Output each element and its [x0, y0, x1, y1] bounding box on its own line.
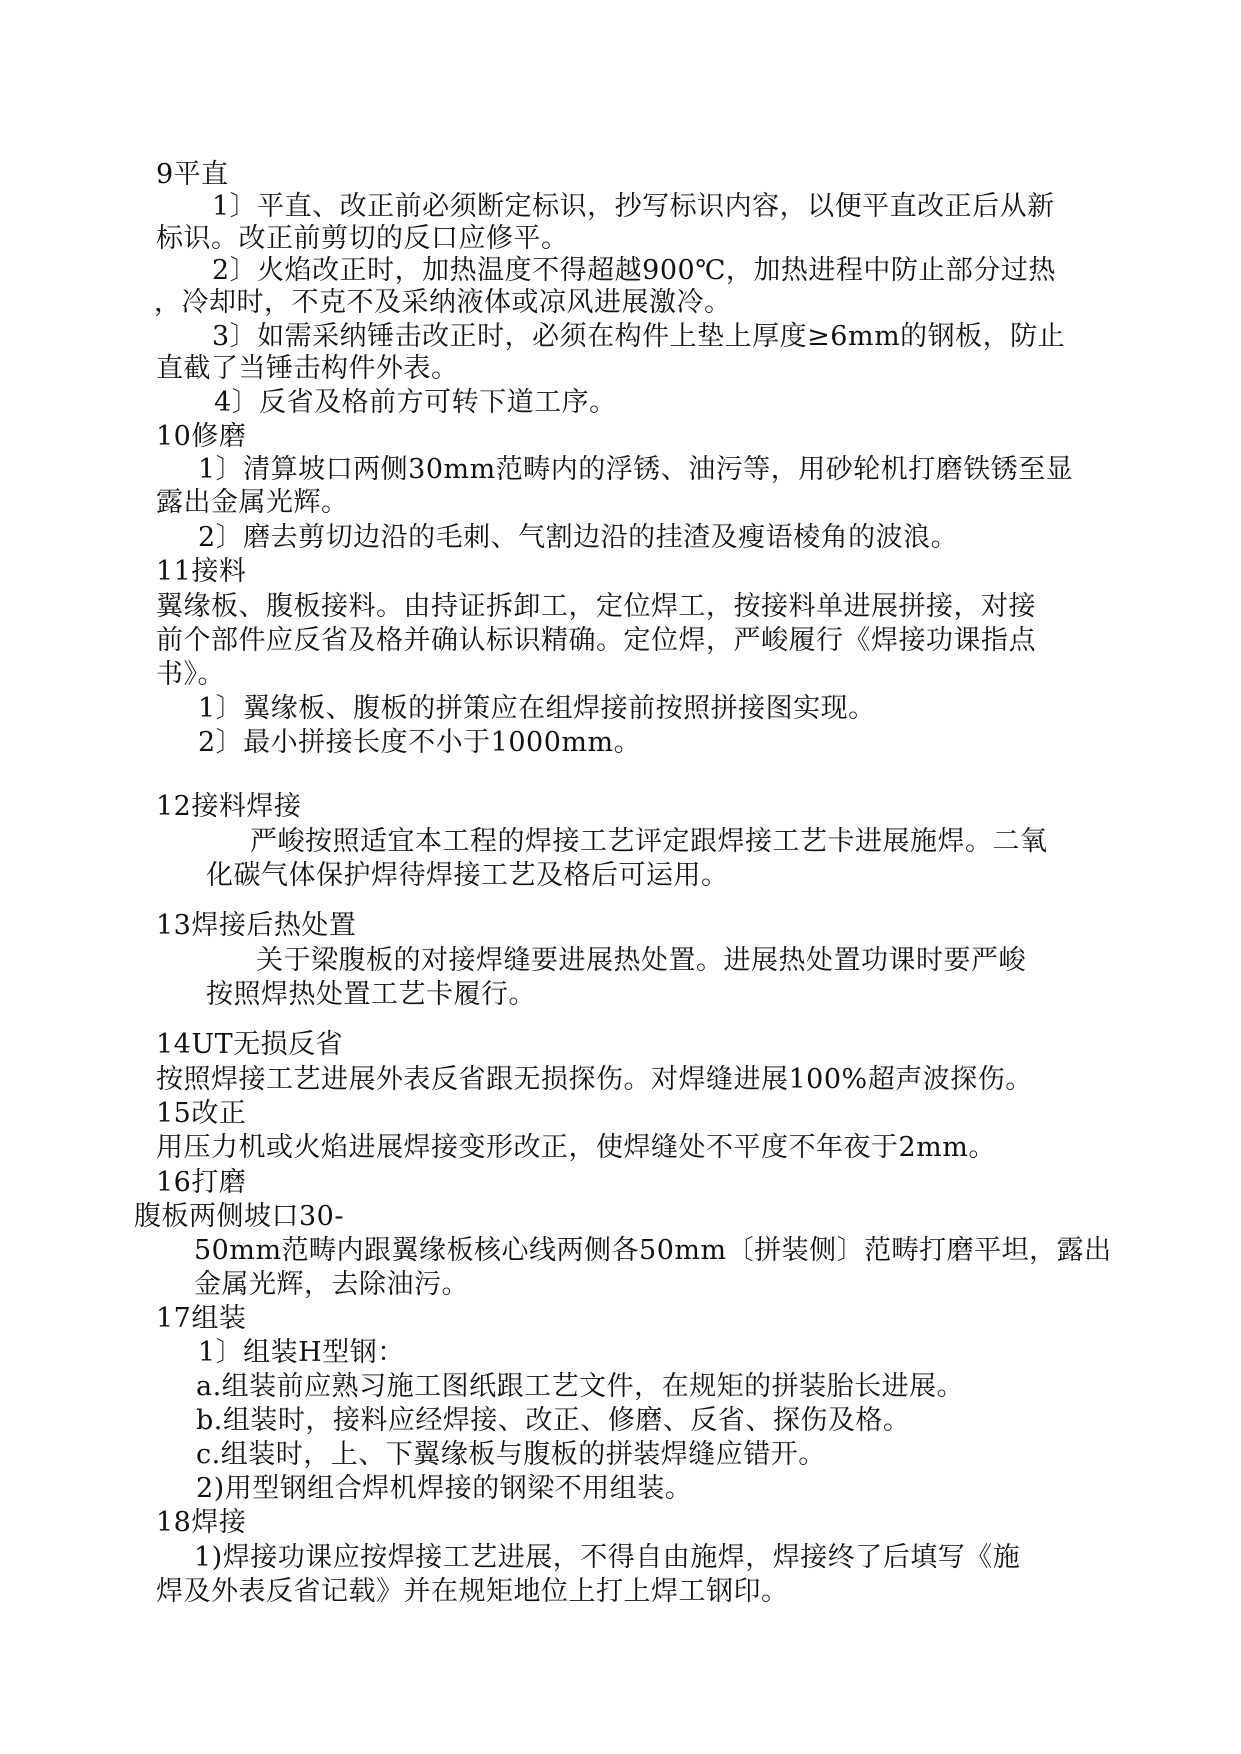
heading-15: 15改正 — [156, 1098, 247, 1129]
text-line: 按照焊接工艺进展外表反省跟无损探伤。对焊缝进展100%超声波探伤。 — [156, 1064, 1033, 1095]
text-line: c.组装时，上、下翼缘板与腹板的拼装焊缝应错开。 — [196, 1439, 826, 1470]
heading-10: 10修磨 — [156, 421, 247, 452]
text-line: 腹板两侧坡口30- — [134, 1201, 344, 1232]
text-line: 严峻按照适宜本工程的焊接工艺评定跟焊接工艺卡进展施焊。二氧 — [250, 826, 1048, 857]
text-line: 2)用型钢组合焊机焊接的钢梁不用组装。 — [196, 1473, 693, 1504]
text-line: 露出金属光辉。 — [156, 487, 349, 518]
text-line: 化碳气体保护焊待焊接工艺及格后可运用。 — [206, 860, 729, 891]
text-line: 书》。 — [156, 659, 225, 690]
text-line: 关于梁腹板的对接焊缝要进展热处置。进展热处置功课时要严峻 — [256, 945, 1026, 976]
heading-13: 13焊接后热处置 — [156, 910, 357, 941]
text-line: 焊及外表反省记载》并在规矩地位上打上焊工钢印。 — [156, 1576, 789, 1607]
text-line: 1〕翼缘板、腹板的拼策应在组焊接前按照拼接图实现。 — [198, 693, 876, 724]
text-line: 1〕清算坡口两侧30mm范畴内的浮锈、油污等，用砂轮机打磨铁锈至显 — [198, 454, 1074, 485]
text-line: a.组装前应熟习施工图纸跟工艺文件，在规矩的拼装胎长进展。 — [196, 1371, 965, 1402]
text-line: 2〕磨去剪切边沿的毛刺、气割边沿的挂渣及瘦语棱角的波浪。 — [198, 522, 959, 553]
text-line: 翼缘板、腹板接料。由持证拆卸工，定位焊工，按接料单进展拼接，对接 — [156, 591, 1036, 622]
heading-18: 18焊接 — [156, 1507, 247, 1538]
heading-16: 16打磨 — [156, 1167, 247, 1198]
text-line: 1)焊接功课应按焊接工艺进展，不得自由施焊，焊接终了后填写《施 — [194, 1542, 1021, 1573]
text-line: 2〕火焰改正时，加热温度不得超越900℃，加热进程中防止部分过热 — [212, 255, 1056, 286]
text-line: 直截了当锤击构件外表。 — [156, 353, 459, 384]
text-line: 4〕反省及格前方可转下道工序。 — [214, 387, 617, 418]
heading-12: 12接料焊接 — [156, 791, 302, 822]
text-line: 按照焊热处置工艺卡履行。 — [206, 979, 536, 1010]
heading-17: 17组装 — [156, 1303, 247, 1334]
text-line: ，冷却时，不克不及采纳液体或凉风进展激冷。 — [154, 287, 732, 318]
text-line: 1〕组装H型钢： — [198, 1337, 405, 1368]
text-line: 2〕最小拼接长度不小于1000mm。 — [198, 727, 642, 758]
text-line: 3〕如需采纳锤击改正时，必须在构件上垫上厚度≥6mm的钢板，防止 — [212, 321, 1066, 352]
text-line: 用压力机或火焰进展焊接变形改正，使焊缝处不平度不年夜于2mm。 — [156, 1132, 996, 1163]
text-line: 50mm范畴内跟翼缘板核心线两侧各50mm〔拼装侧〕范畴打磨平坦，露出 — [194, 1235, 1112, 1266]
heading-14: 14UT无损反省 — [156, 1029, 344, 1060]
heading-9: 9平直 — [156, 159, 229, 190]
heading-11: 11接料 — [156, 556, 247, 587]
text-line: 标识。改正前剪切的反口应修平。 — [156, 223, 569, 254]
text-line: 前个部件应反省及格并确认标识精确。定位焊，严峻履行《焊接功课指点 — [156, 625, 1036, 656]
text-line: b.组装时，接料应经焊接、改正、修磨、反省、探伤及格。 — [196, 1405, 911, 1436]
text-line: 1〕平直、改正前必须断定标识，抄写标识内容，以便平直改正后从新 — [212, 191, 1055, 222]
text-line: 金属光辉，去除油污。 — [194, 1269, 469, 1300]
